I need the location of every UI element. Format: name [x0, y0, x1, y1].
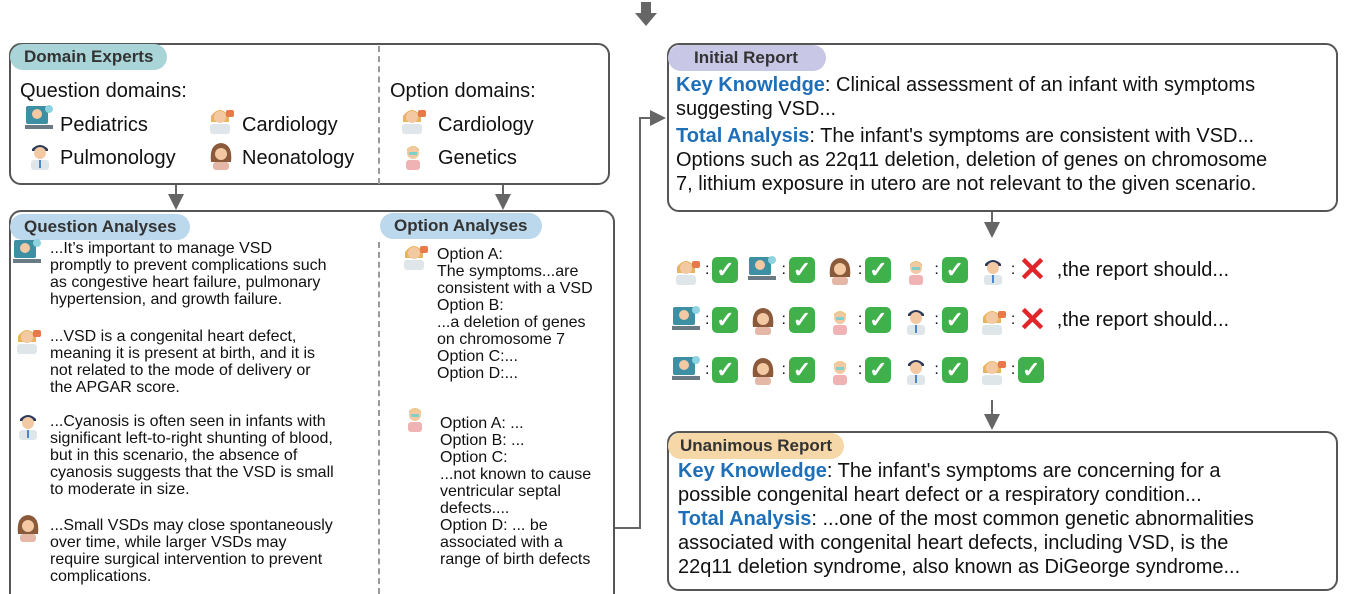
vote-item: [901, 255, 967, 285]
genetics-doctor-icon: [398, 140, 428, 170]
vote-item: [978, 251, 1047, 289]
approve-check-icon: ✓: [712, 257, 738, 283]
vote-colon: :: [705, 311, 710, 328]
vote-item: [748, 355, 814, 385]
neonatology-doctor-icon: [748, 305, 778, 335]
approve-check-icon: ✓: [789, 357, 815, 383]
option-analysis-cardiology: Option A: The symptoms...are consistent with a VSD Option B: ...a deletion of genes on chromosome 7 Option C:... Option D:...: [437, 246, 593, 382]
vote-colon: :: [705, 261, 710, 278]
key-knowledge-label: Key Knowledge: [676, 74, 825, 96]
cardiology-doctor-icon: [400, 240, 430, 270]
approve-check-icon: ✓: [942, 357, 968, 383]
vote-colon: :: [934, 261, 939, 278]
pulmonology-doctor-icon: [901, 355, 931, 385]
pulmonology-doctor-icon: [13, 410, 43, 440]
domain-pulmonology: Pulmonology: [60, 147, 176, 169]
approve-check-icon: ✓: [1018, 357, 1044, 383]
analyses-divider: [378, 242, 380, 594]
question-domains-header: Question domains:: [20, 80, 187, 102]
total-analysis-label: Total Analysis: [678, 508, 812, 530]
genetics-doctor-icon: [825, 355, 855, 385]
cardiology-doctor-icon: [206, 104, 236, 134]
question-analysis-pulmonology: ...Cyanosis is often seen in infants with significant left-to-right shunting of blood, but in this scenario, the absence of cyanosis suggests that the VSD is small to moderate in size.: [50, 413, 334, 498]
approve-check-icon: ✓: [789, 307, 815, 333]
cardiology-doctor-icon: [978, 305, 1008, 335]
vote-colon: :: [857, 261, 863, 278]
top-arrow-head: [635, 13, 657, 26]
vote-item: [978, 301, 1047, 339]
pediatrics-doctor-icon: [672, 305, 702, 335]
neonatology-doctor-icon: [825, 255, 855, 285]
option-domain-genetics: Genetics: [438, 147, 517, 169]
unanimous-report-text: Key Knowledge: The infant's symptoms are concerning for a possible congenital heart defect or a respiratory condition... Total Analysis: ...one of the most common genetic abnormalities associated with congenital heart defects, including VSD, is the 22q11 deletion syndrome, also known as DiGeorge syndrome...: [678, 460, 1254, 578]
option-analysis-genetics: Option A: ... Option B: ... Option C: ...not known to cause ventricular septal defects.... Option D: ... be associated with a range of birth defects: [440, 415, 592, 568]
vote-item: [672, 305, 738, 335]
vote-colon: :: [857, 311, 863, 328]
vote-colon: :: [1010, 261, 1016, 278]
pediatrics-doctor-icon: [672, 355, 702, 385]
neonatology-doctor-icon: [206, 140, 236, 170]
genetics-doctor-icon: [400, 402, 430, 432]
vote-item: [672, 255, 738, 285]
vote-item: [672, 355, 738, 385]
pulmonology-doctor-icon: [978, 255, 1008, 285]
vote-feedback-note: ,the report should...: [1056, 258, 1230, 281]
approve-check-icon: ✓: [942, 257, 968, 283]
approve-check-icon: ✓: [865, 357, 891, 383]
approve-check-icon: ✓: [942, 307, 968, 333]
genetics-doctor-icon: [901, 255, 931, 285]
vote-colon: :: [857, 361, 863, 378]
total-analysis-label: Total Analysis: [676, 125, 810, 147]
vote-item: [901, 305, 967, 335]
reject-cross-icon: ✕: [1018, 301, 1047, 339]
cardiology-doctor-icon: [978, 355, 1008, 385]
unanimous-report-title: Unanimous Report: [668, 433, 844, 459]
question-analysis-cardiology: ...VSD is a congenital heart defect, meaning it is present at birth, and it is not related to the mode of delivery or the APGAR score.: [50, 328, 316, 396]
vote-item: [825, 255, 891, 285]
domain-experts-title: Domain Experts: [10, 44, 167, 70]
neonatology-doctor-icon: [748, 355, 778, 385]
key-knowledge-label: Key Knowledge: [678, 460, 827, 482]
vote-colon: :: [934, 361, 939, 378]
vote-colon: :: [781, 311, 786, 328]
domain-neonatology: Neonatology: [242, 147, 355, 169]
experts-divider: [378, 46, 380, 184]
vote-colon: :: [781, 361, 786, 378]
top-arrow-shaft: [641, 2, 651, 14]
initial-report-title: Initial Report: [668, 45, 826, 71]
option-domains-header: Option domains:: [390, 80, 536, 102]
vote-colon: :: [705, 361, 710, 378]
cardiology-doctor-icon: [398, 104, 428, 134]
vote-colon: :: [1010, 361, 1016, 378]
vote-row: [672, 353, 1054, 387]
cardiology-doctor-icon: [672, 255, 702, 285]
initial-report-text: Key Knowledge: Clinical assessment of an infant with symptoms suggesting VSD... Total Analysis: The infant's symptoms are consistent with VSD... Options such as 22q11 deletion, deletion of genes on chromosome 7, lithium exposure in utero are not relevant to the given scenario.: [676, 74, 1268, 195]
pediatrics-doctor-icon: [748, 255, 778, 285]
vote-item: [748, 305, 814, 335]
vote-item: [748, 255, 814, 285]
domain-cardiology: Cardiology: [242, 114, 338, 136]
reject-cross-icon: ✕: [1018, 251, 1047, 289]
vote-row: [672, 253, 1229, 287]
approve-check-icon: ✓: [865, 307, 891, 333]
question-analysis-pediatrics: ...It’s important to manage VSD promptly to prevent complications such as congestive heart failure, pulmonary hypertension, and growth failure.: [50, 240, 327, 308]
pulmonology-doctor-icon: [901, 305, 931, 335]
genetics-doctor-icon: [825, 305, 855, 335]
approve-check-icon: ✓: [789, 257, 815, 283]
question-analysis-neonatology: ...Small VSDs may close spontaneously over time, while larger VSDs may require surgical intervention to prevent complications.: [50, 517, 333, 585]
option-analyses-title: Option Analyses: [380, 213, 542, 239]
vote-row: [672, 303, 1229, 337]
vote-colon: :: [781, 261, 786, 278]
domain-pediatrics: Pediatrics: [60, 114, 148, 136]
vote-item: [901, 355, 967, 385]
approve-check-icon: ✓: [865, 257, 891, 283]
vote-feedback-note: ,the report should...: [1056, 308, 1230, 331]
vote-item: [978, 355, 1044, 385]
pediatrics-doctor-icon: [13, 238, 43, 268]
approve-check-icon: ✓: [712, 357, 738, 383]
vote-item: [825, 305, 891, 335]
cardiology-doctor-icon: [13, 324, 43, 354]
pediatrics-doctor-icon: [25, 104, 55, 134]
option-domain-cardiology: Cardiology: [438, 114, 534, 136]
question-analyses-title: Question Analyses: [10, 214, 190, 240]
pulmonology-doctor-icon: [25, 140, 55, 170]
approve-check-icon: ✓: [712, 307, 738, 333]
vote-item: [825, 355, 891, 385]
vote-colon: :: [1010, 311, 1016, 328]
vote-colon: :: [934, 311, 939, 328]
neonatology-doctor-icon: [13, 512, 43, 542]
